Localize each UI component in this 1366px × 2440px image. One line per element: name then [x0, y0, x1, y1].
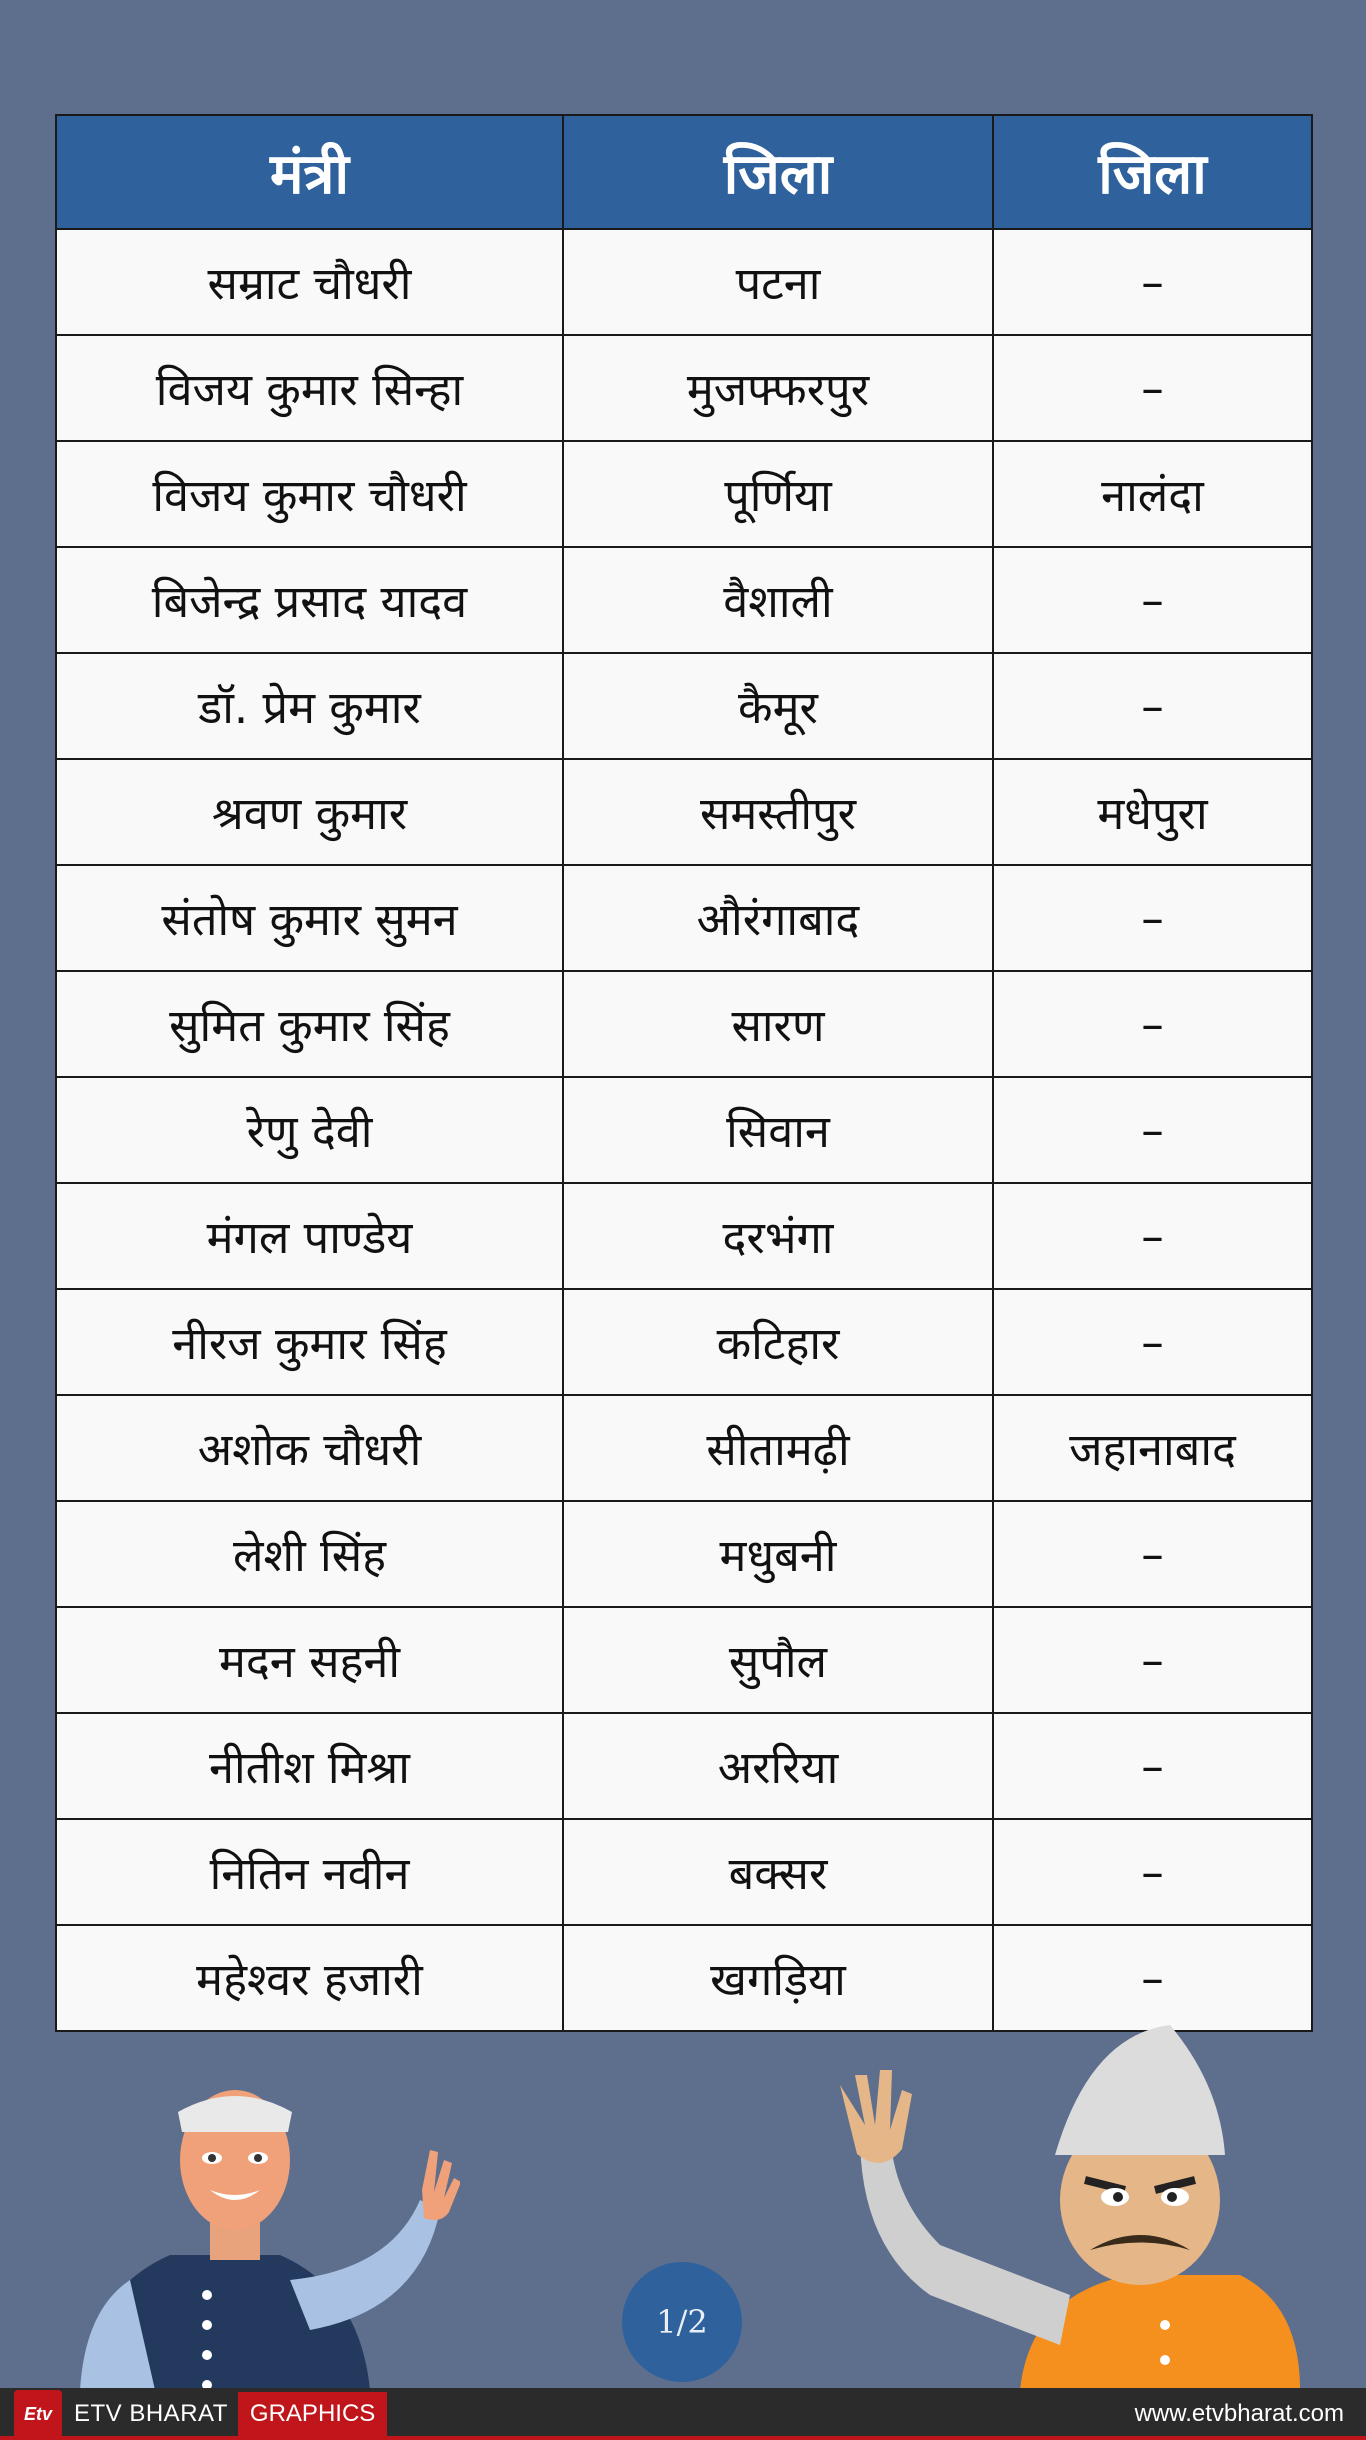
district-cell: कैमूर	[563, 653, 993, 759]
table-row	[56, 1077, 1312, 1183]
district-cell: दरभंगा	[563, 1183, 993, 1289]
header-minister: मंत्री	[56, 115, 563, 229]
minister-name-cell: अशोक चौधरी	[56, 1395, 563, 1501]
district-cell: सीतामढ़ी	[563, 1395, 993, 1501]
table-row	[56, 547, 1312, 653]
table-row	[56, 1289, 1312, 1395]
table-row	[56, 335, 1312, 441]
table-row	[56, 1713, 1312, 1819]
district-cell: कटिहार	[563, 1289, 993, 1395]
additional-district-cell: –	[993, 653, 1312, 759]
minister-name-cell: महेश्वर हजारी	[56, 1925, 563, 2031]
minister-name-cell: सुमित कुमार सिंह	[56, 971, 563, 1077]
additional-district-cell: –	[993, 547, 1312, 653]
minister-name-cell: रेणु देवी	[56, 1077, 563, 1183]
additional-district-cell: –	[993, 1289, 1312, 1395]
additional-district-cell: मधेपुरा	[993, 759, 1312, 865]
additional-district-cell: –	[993, 1713, 1312, 1819]
minister-name-cell: संतोष कुमार सुमन	[56, 865, 563, 971]
district-cell: खगड़िया	[563, 1925, 993, 2031]
ministers-district-table	[55, 114, 1313, 2032]
additional-district-cell: –	[993, 1183, 1312, 1289]
table-row	[56, 229, 1312, 335]
additional-district-cell: –	[993, 865, 1312, 971]
table-header-row	[56, 115, 1312, 229]
table-row	[56, 1819, 1312, 1925]
additional-district-cell: जहानाबाद	[993, 1395, 1312, 1501]
minister-name-cell: विजय कुमार चौधरी	[56, 441, 563, 547]
table-row	[56, 1607, 1312, 1713]
table-row	[56, 865, 1312, 971]
additional-district-cell: –	[993, 1607, 1312, 1713]
table-row	[56, 1183, 1312, 1289]
table-row	[56, 971, 1312, 1077]
minister-name-cell: नीतीश मिश्रा	[56, 1713, 563, 1819]
etv-logo: Etv	[14, 2390, 62, 2438]
additional-district-cell: नालंदा	[993, 441, 1312, 547]
politician-left-illustration	[60, 2040, 460, 2390]
additional-district-cell: –	[993, 1501, 1312, 1607]
district-cell: पटना	[563, 229, 993, 335]
page-indicator: 1/2	[622, 2262, 742, 2382]
district-cell: अररिया	[563, 1713, 993, 1819]
additional-district-cell: –	[993, 971, 1312, 1077]
table-row	[56, 1925, 1312, 2031]
district-cell: मधुबनी	[563, 1501, 993, 1607]
district-cell: मुजफ्फरपुर	[563, 335, 993, 441]
footer-bar	[0, 2388, 1366, 2440]
table-row	[56, 653, 1312, 759]
header-district: जिला	[563, 115, 993, 229]
table-row	[56, 759, 1312, 865]
additional-district-cell: –	[993, 229, 1312, 335]
minister-name-cell: डॉ. प्रेम कुमार	[56, 653, 563, 759]
district-cell: समस्तीपुर	[563, 759, 993, 865]
minister-name-cell: नितिन नवीन	[56, 1819, 563, 1925]
additional-district-cell: –	[993, 1819, 1312, 1925]
minister-name-cell: सम्राट चौधरी	[56, 229, 563, 335]
table-row	[56, 441, 1312, 547]
minister-name-cell: श्रवण कुमार	[56, 759, 563, 865]
minister-name-cell: बिजेन्द्र प्रसाद यादव	[56, 547, 563, 653]
district-cell: वैशाली	[563, 547, 993, 653]
table-row	[56, 1501, 1312, 1607]
ministers-table-container	[55, 114, 1311, 2032]
minister-name-cell: मदन सहनी	[56, 1607, 563, 1713]
district-cell: सारण	[563, 971, 993, 1077]
footer-website-link[interactable]: www.etvbharat.com	[1134, 2400, 1344, 2427]
table-row	[56, 1395, 1312, 1501]
additional-district-cell: –	[993, 1925, 1312, 2031]
district-cell: बक्सर	[563, 1819, 993, 1925]
district-cell: सिवान	[563, 1077, 993, 1183]
district-cell: सुपौल	[563, 1607, 993, 1713]
district-cell: पूर्णिया	[563, 441, 993, 547]
minister-name-cell: लेशी सिंह	[56, 1501, 563, 1607]
minister-name-cell: मंगल पाण्डेय	[56, 1183, 563, 1289]
minister-name-cell: नीरज कुमार सिंह	[56, 1289, 563, 1395]
additional-district-cell: –	[993, 1077, 1312, 1183]
district-cell: औरंगाबाद	[563, 865, 993, 971]
header-district-2: जिला	[993, 115, 1312, 229]
footer-graphics-tag: GRAPHICS	[238, 2392, 387, 2436]
minister-name-cell: विजय कुमार सिन्हा	[56, 335, 563, 441]
additional-district-cell: –	[993, 335, 1312, 441]
politician-right-illustration	[830, 2025, 1310, 2390]
footer-brand: ETV BHARAT	[74, 2400, 228, 2427]
